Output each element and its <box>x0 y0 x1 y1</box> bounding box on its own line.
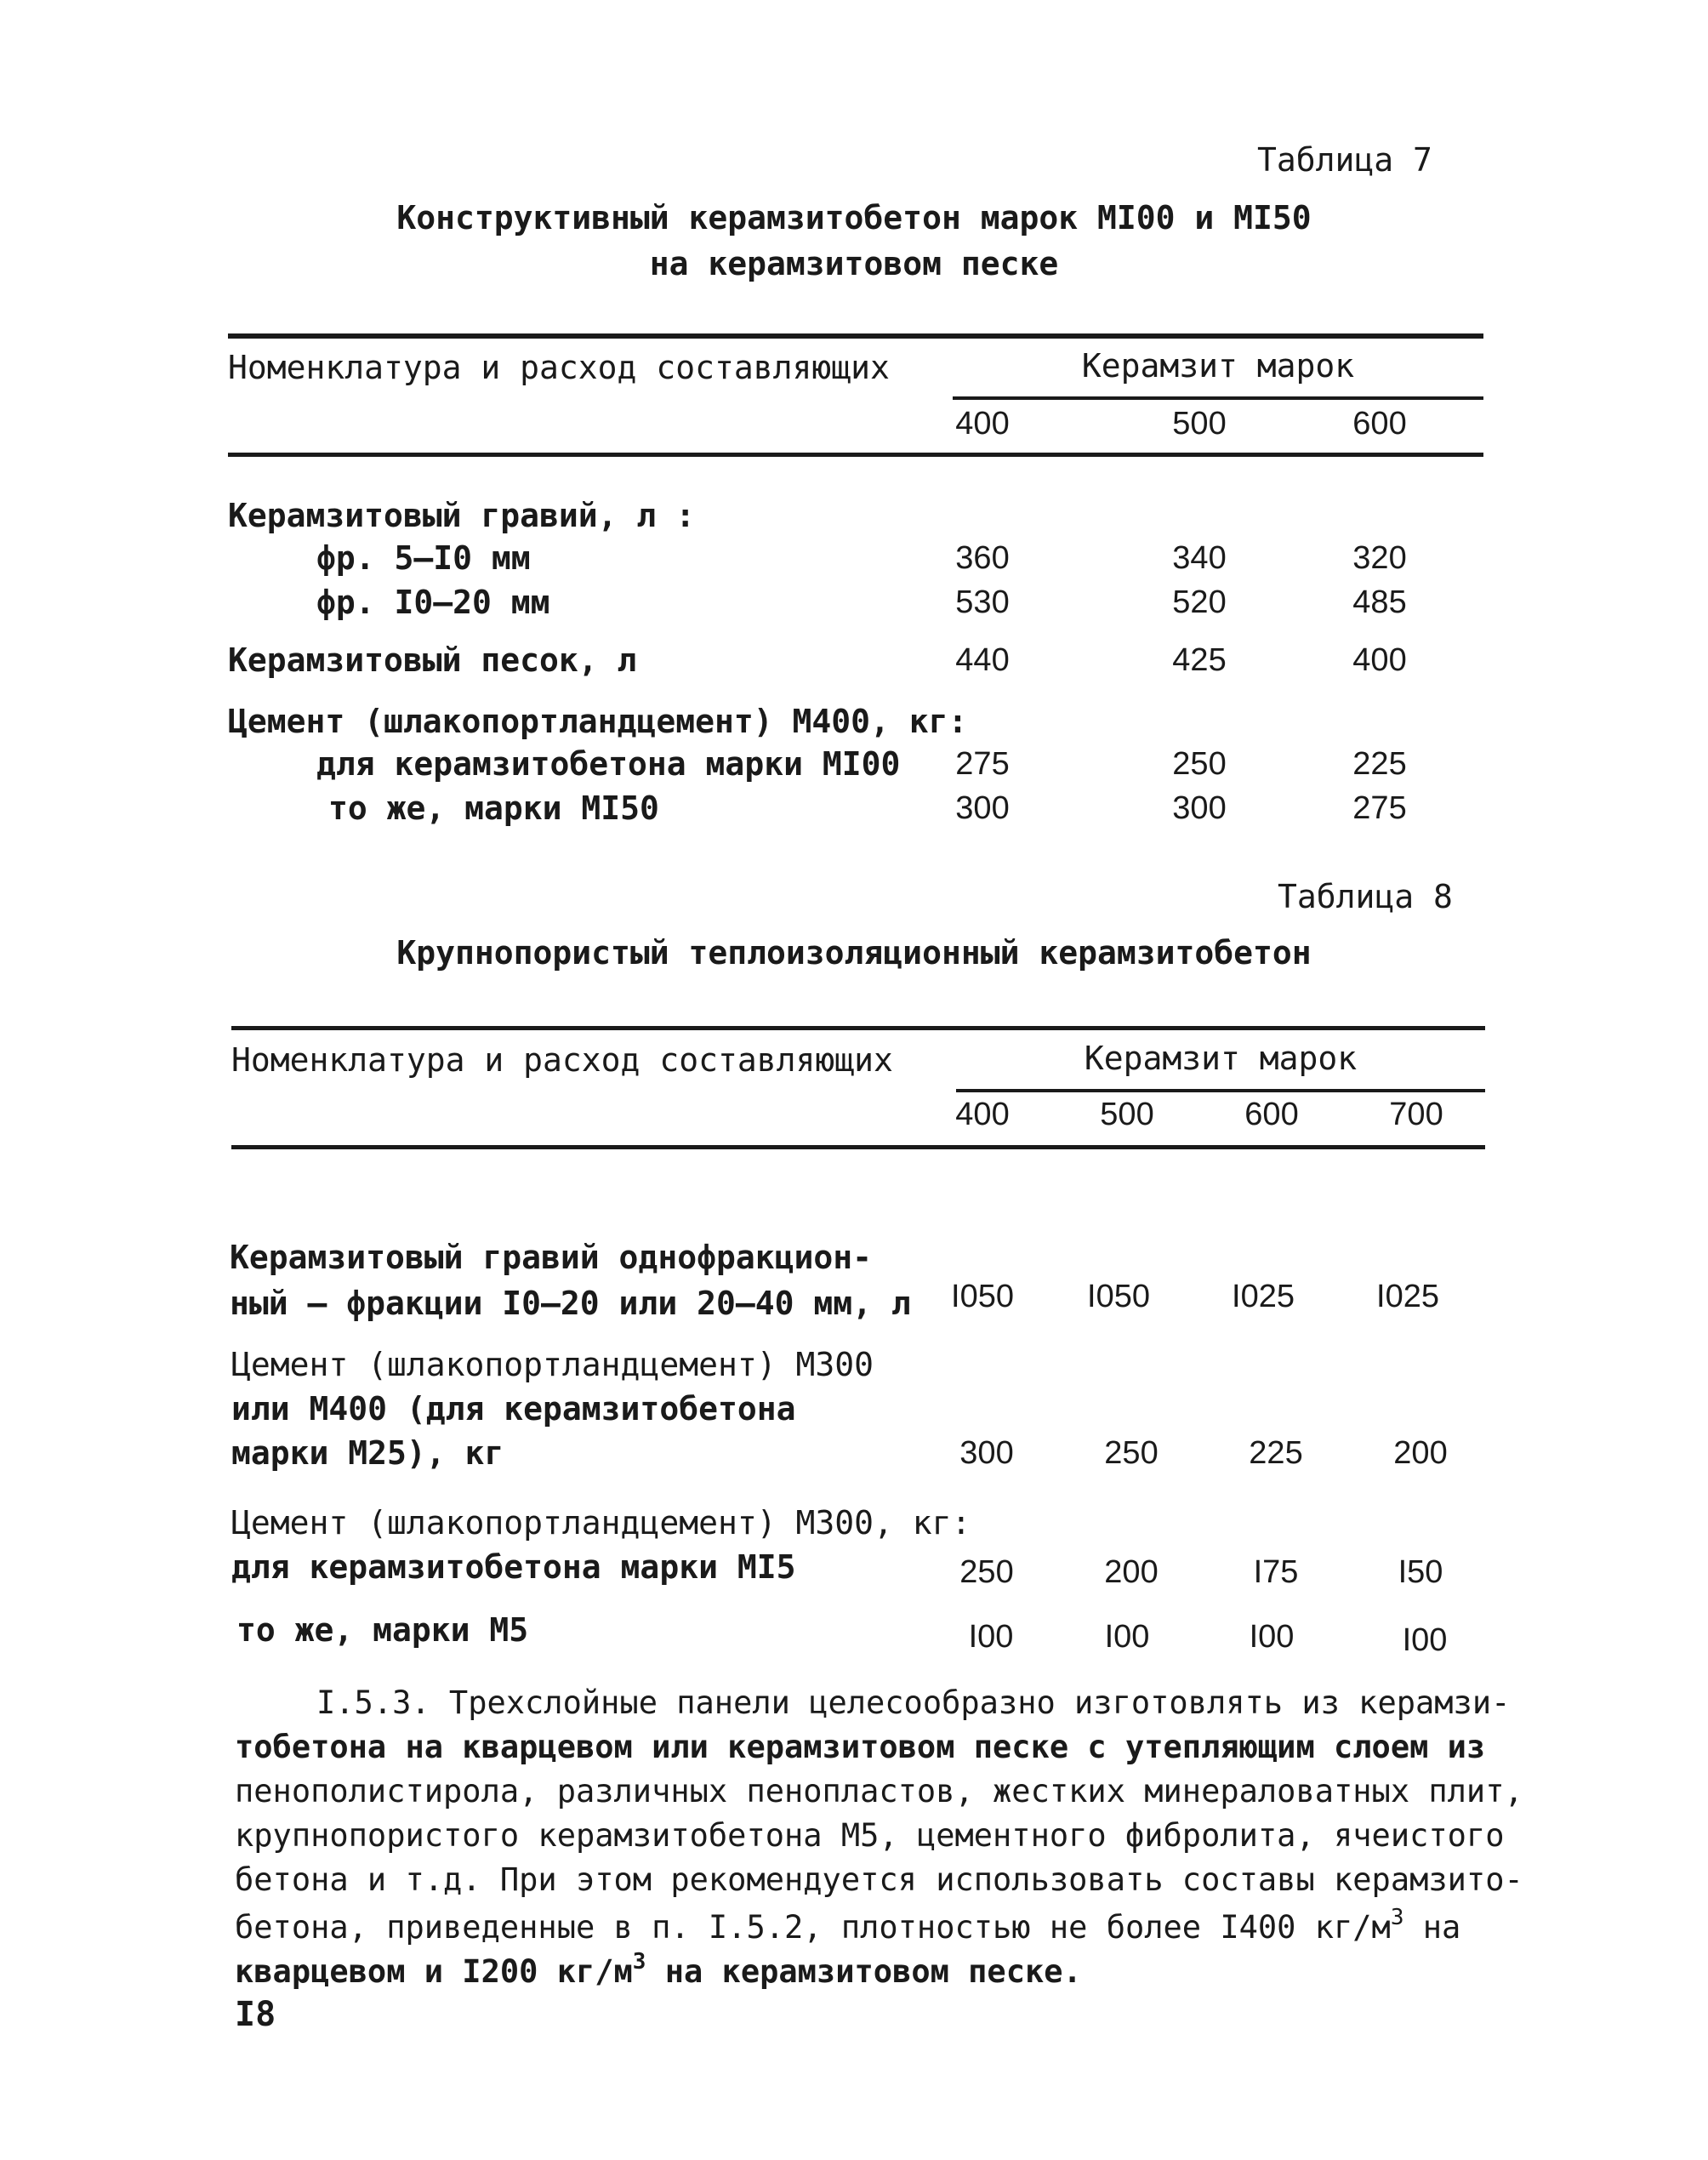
table8-cell: 200 <box>1104 1554 1159 1590</box>
table8-row-label-line: то же, марки М5 <box>236 1611 529 1649</box>
table8-row-label-line: марки М25), кг <box>231 1434 504 1472</box>
table8-row-label-line: Цемент (шлакопортландцемент) М300 <box>231 1346 874 1383</box>
table8-cell: 250 <box>1104 1435 1159 1471</box>
table7-cell: 300 <box>955 790 1010 826</box>
table8-col-500: 500 <box>1100 1097 1154 1132</box>
table7-top-rule <box>228 333 1483 339</box>
table7-col-600: 600 <box>1352 406 1407 442</box>
table8-cell: I025 <box>1376 1279 1439 1314</box>
table8-cell: I00 <box>1104 1619 1150 1655</box>
table8-header-rule <box>231 1145 1485 1149</box>
table8-label: Таблица 8 <box>1278 878 1453 915</box>
paragraph-line-7-superscript: 3 <box>632 1949 646 1975</box>
table7-col-500: 500 <box>1172 406 1227 442</box>
paragraph-line-7-tail: на керамзитовом песке. <box>646 1953 1082 1990</box>
table7-cell: 360 <box>955 540 1010 576</box>
table7-row-label: фр. 5–I0 мм <box>316 539 531 577</box>
table8-cell: I00 <box>968 1619 1014 1655</box>
table7-cell: 400 <box>1352 642 1407 678</box>
table8-cell: I025 <box>1232 1279 1295 1314</box>
paragraph-line: бетона и т.д. При этом рекомендуется использовать составы керамзито- <box>235 1861 1523 1898</box>
table7-label: Таблица 7 <box>1257 141 1432 179</box>
table7-title-line1: Конструктивный керамзитобетон марок МI00 и МI50 <box>396 199 1312 237</box>
table8-group-rule <box>956 1089 1485 1092</box>
table7-cell: 340 <box>1172 540 1227 576</box>
paragraph-line: тобетона на кварцевом или керамзитовом песке с утепляющим слоем из <box>235 1729 1486 1765</box>
table8-cell: I75 <box>1253 1554 1299 1590</box>
table7-cell: 275 <box>1352 790 1407 826</box>
table7-cell: 320 <box>1352 540 1407 576</box>
table8-cell: I00 <box>1402 1622 1448 1658</box>
table7-cell: 275 <box>955 746 1010 782</box>
table8-cell: 300 <box>959 1435 1014 1471</box>
table8-header-left: Номенклатура и расход составляющих <box>231 1041 893 1079</box>
table8-top-rule <box>231 1026 1485 1030</box>
table7-cell: 485 <box>1352 584 1407 620</box>
table7-row-label: Керамзитовый гравий, л : <box>228 497 696 534</box>
table8-cell: 200 <box>1393 1435 1448 1471</box>
table8-header-group: Керамзит марок <box>1084 1040 1358 1077</box>
paragraph-line-7 <box>235 1950 1082 1994</box>
table8-cell: 250 <box>959 1554 1014 1590</box>
paragraph-line-6-text: бетона, приведенные в п. I.5.2, плотностью не более I400 кг/м <box>235 1909 1391 1946</box>
table8-col-700: 700 <box>1389 1097 1443 1132</box>
table7-cell: 520 <box>1172 584 1227 620</box>
paragraph-line: пенополистирола, различных пенопластов, жестких минераловатных плит, <box>235 1773 1523 1809</box>
table8-col-600: 600 <box>1244 1097 1299 1132</box>
table8-row-label-line: или М400 (для керамзитобетона <box>231 1390 796 1428</box>
table7-row-label: Керамзитовый песок, л <box>228 641 637 679</box>
table8-row-label-line: для керамзитобетона марки МI5 <box>231 1548 796 1586</box>
table8-cell: I050 <box>1087 1279 1150 1314</box>
paragraph-line-7-text: кварцевом и I200 кг/м <box>235 1953 633 1990</box>
paragraph-line-6-tail: на <box>1403 1909 1461 1946</box>
table7-header-rule <box>228 453 1483 457</box>
table7-cell: 225 <box>1352 746 1407 782</box>
table7-row-label: то же, марки МI50 <box>328 789 659 827</box>
table7-group-rule <box>953 396 1483 400</box>
table7-cell: 425 <box>1172 642 1227 678</box>
table8-title: Крупнопористый теплоизоляционный керамзитобетон <box>396 934 1312 972</box>
table7-row-label: фр. I0–20 мм <box>316 584 550 621</box>
table7-cell: 250 <box>1172 746 1227 782</box>
paragraph-line: I.5.3. Трехслойные панели целесообразно изготовлять из керамзи- <box>316 1684 1511 1721</box>
paragraph-line-6-superscript: 3 <box>1390 1905 1404 1930</box>
table7-header-group: Керамзит марок <box>1081 347 1355 385</box>
table8-row-label-line: ный – фракции I0–20 или 20–40 мм, л <box>230 1285 911 1322</box>
table8-cell: 225 <box>1249 1435 1303 1471</box>
table7-title-line2: на керамзитовом песке <box>649 245 1059 282</box>
page-number: I8 <box>235 1995 276 2034</box>
table8-col-400: 400 <box>955 1097 1010 1132</box>
paragraph-line-6 <box>235 1906 1460 1950</box>
table7-header-left: Номенклатура и расход составляющих <box>228 349 890 386</box>
paragraph-line: крупнопористого керамзитобетона М5, цементного фибролита, ячеистого <box>235 1817 1505 1854</box>
table7-col-400: 400 <box>955 406 1010 442</box>
table7-cell: 300 <box>1172 790 1227 826</box>
table7-cell: 440 <box>955 642 1010 678</box>
table7-row-label: Цемент (шлакопортландцемент) М400, кг: <box>228 703 968 740</box>
table8-row-label-line: Цемент (шлакопортландцемент) М300, кг: <box>231 1504 971 1542</box>
table7-row-label: для керамзитобетона марки МI00 <box>316 745 901 783</box>
table8-cell: I50 <box>1398 1554 1443 1590</box>
table8-cell: I00 <box>1249 1619 1295 1655</box>
table7-cell: 530 <box>955 584 1010 620</box>
table8-row-label-line: Керамзитовый гравий однофракцион- <box>230 1239 872 1276</box>
table8-cell: I050 <box>951 1279 1014 1314</box>
